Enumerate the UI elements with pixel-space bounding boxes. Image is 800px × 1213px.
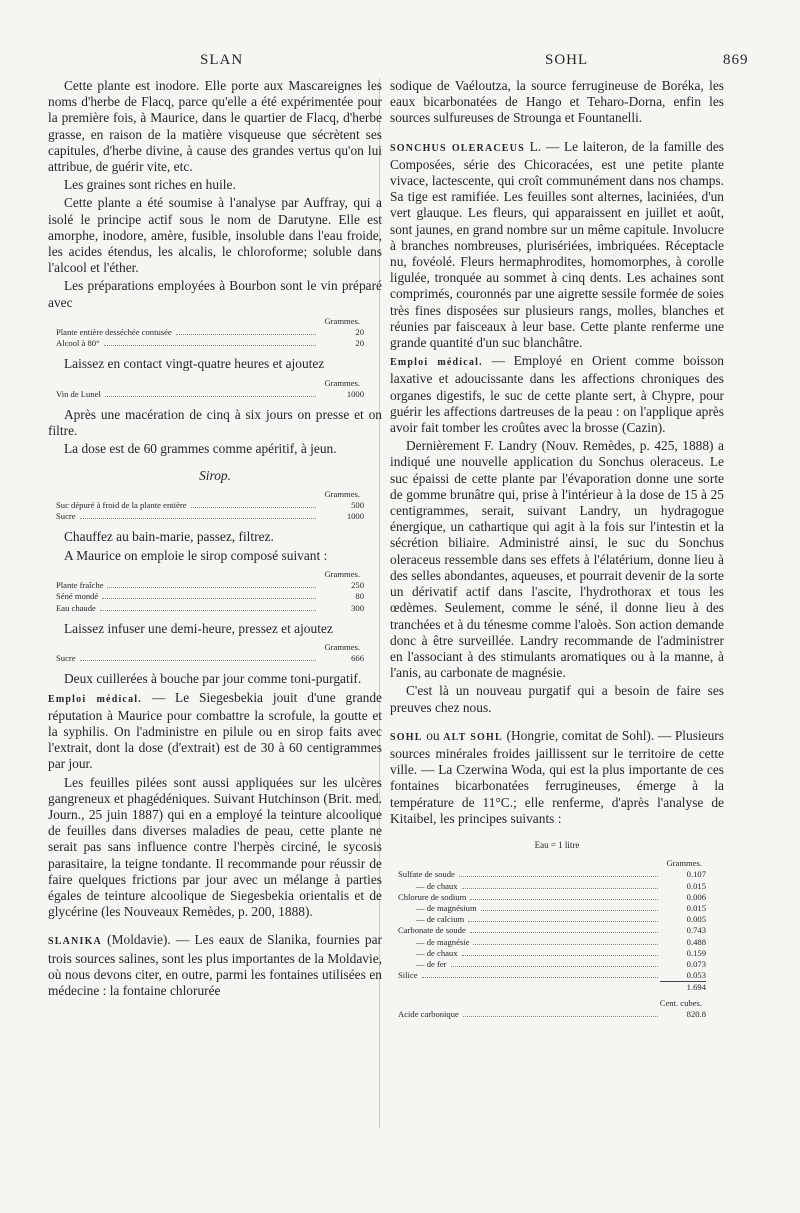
- row-value: 0.005: [686, 914, 706, 925]
- row-label: Carbonate de soude: [398, 925, 466, 936]
- paragraph: Les préparations employées à Bourbon sont le vin préparé avec: [48, 278, 382, 310]
- paragraph-text: — Employé en Orient comme boisson laxative et adoucissante dans les affections chroniques des organes digestifs, le suc de cette plante sert, à Chypre, pour guérir les affections dartreuses de la peau : on l'applique après avoir fait tomber les croûtes avec la brosse (Cazin).: [390, 353, 724, 436]
- row-value: 0.006: [686, 891, 706, 902]
- entry-slanika: [48, 932, 382, 999]
- paragraph-text: (Hongrie, comitat de Sohl). — Plusieurs sources minérales froides jaillissent sur le territoire de cette ville. — La Czerwina Woda, qui est la plus importante de ces fontaines bicarbonatées ferrugineuses, émerge à la température de 11°C.; elle renferme, d'après l'analyse de Kitaibel, les principes suivants :: [390, 727, 724, 826]
- row-label: Alcool à 80°: [56, 338, 100, 349]
- paragraph: Les feuilles pilées sont aussi appliquées sur les ulcères gangreneux et phagédéniques. Suivant Hutchinson (Brit. med. Journ., 25 juin 1887) qui en a employé la teinture alcoolique de feuilles dans diverses maladies de peau, cette plante ne serait pas sans influence contre l'herpès circiné, le sycosis parasitaire, la teigne tondante. Il recommande pour réussir de faire quelques frictions par jour avec un mélange à parties égales de teinture alcoolique de Siegesbekia orientalis et de glycérine (les Nouveaux Remèdes, p. 200, 1888).: [48, 774, 382, 920]
- paragraph: Laissez en contact vingt-quatre heures et ajoutez: [64, 356, 325, 372]
- row-label: Silice: [398, 970, 418, 981]
- paragraph: Les graines sont riches en huile.: [64, 177, 236, 193]
- page-number: 869: [723, 52, 749, 68]
- row-value: 0.488: [686, 936, 706, 947]
- unit-header: Grammes.: [324, 641, 360, 652]
- row-label: Eau chaude: [56, 602, 96, 613]
- row-label: — de magnésie: [416, 936, 470, 947]
- table-row: [398, 903, 724, 914]
- paragraph: Deux cuillerées à bouche par jour comme toni-purgatif.: [64, 671, 362, 687]
- row-label: — de fer: [416, 958, 447, 969]
- recipe-table-lunel: [56, 378, 382, 400]
- recipe-table-wine: [56, 316, 382, 350]
- table-row: [56, 511, 382, 522]
- table-row: [56, 327, 382, 338]
- running-head-left: SLAN: [200, 52, 244, 68]
- table-row: [398, 892, 724, 903]
- row-label: Plante entière desséchée contusée: [56, 327, 172, 338]
- row-label: Séné mondé: [56, 591, 99, 602]
- row-value: 0.073: [686, 958, 706, 969]
- row-value: 0.015: [686, 902, 706, 913]
- entry-head-alt: ALT SOHL: [443, 731, 503, 743]
- left-column: [48, 78, 382, 1001]
- table-row: [56, 603, 382, 614]
- running-head-center: SOHL: [545, 52, 589, 68]
- row-value: 0.053: [686, 970, 706, 981]
- table-row: [398, 970, 724, 981]
- row-value: 80: [355, 591, 364, 602]
- unit-header: Grammes.: [324, 315, 360, 326]
- unit-header: Grammes.: [666, 858, 702, 869]
- table-row: [398, 937, 724, 948]
- table-row: [398, 948, 724, 959]
- table-row: [56, 653, 382, 664]
- paragraph-text: — Le Siegesbekia jouit d'une grande réputation à Maurice pour combattre la scrofule, la goutte et la syphilis. On l'administre en pilule ou en sirop faits avec l'extrait, dont la dose (d'extrait) est de 30 à 60 centigrammes par jour.: [48, 689, 382, 772]
- paragraph: Chauffez au bain-marie, passez, filtrez.: [64, 529, 274, 545]
- row-value: 0.015: [686, 880, 706, 891]
- row-value: 1000: [346, 388, 364, 399]
- row-label: Chlorure de sodium: [398, 891, 467, 902]
- row-label: Sucre: [56, 511, 76, 522]
- paragraph: Après une macération de cinq à six jours on presse et on filtre.: [48, 407, 382, 439]
- row-value: 20: [355, 327, 364, 338]
- paragraph-emploi-medical: [48, 690, 382, 773]
- paragraph: Dernièrement F. Landry (Nouv. Remèdes, p. 425, 1888) a indiqué une nouvelle application du Sonchus oleraceus. Le suc épaissi de cette plante par l'évaporation donne une sorte de gomme brunâtre qui, prise à l'intérieur à la dose de 15 à 25 centigrammes, serait, suivant Landry, un hydragogue énergique, un cathartique qui agit à la fois sur l'intestin et la sécrétion biliaire. Administré ainsi, le suc du Sonchus oleraceus ressemble dans ses effets à l'élatérium, donne lieu à des selles abondantes, aqueuses, et pourrait devenir de la sorte un dérivatif actif dans l'ascite, l'hydrothorax et tous les œdèmes. Seulement, comme le séné, il donne lieu à des tranchées et à du ténesme comme l'aloès. Son action demande donc à être surveillée. Landry recommande de l'administrer en l'associant à des stimulants aromatiques ou à la manne, à l'anis, au carbonate de magnésie.: [390, 438, 724, 681]
- row-label: — de chaux: [416, 880, 458, 891]
- table-row: [398, 869, 724, 880]
- row-value: 300: [351, 602, 364, 613]
- paragraph-emploi-medical: [390, 353, 724, 436]
- paragraph: La dose est de 60 grammes comme apéritif, à jeun.: [64, 441, 337, 457]
- table-row: [398, 925, 724, 936]
- table-row: [56, 500, 382, 511]
- recipe-table-compose: [56, 569, 382, 614]
- row-value: 0.159: [686, 947, 706, 958]
- paragraph: A Maurice on emploie le sirop composé suivant :: [64, 547, 328, 563]
- recipe-table-sucre: [56, 642, 382, 664]
- paragraph: Laissez infuser une demi-heure, pressez et ajoutez: [64, 620, 333, 636]
- table-row: [398, 881, 724, 892]
- row-label: Plante fraîche: [56, 580, 104, 591]
- paragraph-text: (Moldavie). — Les eaux de Slanika, fournies par trois sources salines, sont les plus importantes de la Moldavie, où nous devons citer, en outre, parmi les fontaines utilisées en médecine : la fontaine chlorurée: [48, 932, 382, 998]
- mineral-analysis-table: [398, 858, 724, 1020]
- table-total-row: [398, 982, 724, 993]
- entry-head: SONCHUS OLERACEUS: [390, 142, 525, 154]
- row-label: — de calcium: [416, 914, 465, 925]
- unit-header: Grammes.: [324, 568, 360, 579]
- paragraph-text: L. — Le laiteron, de la famille des Composées, série des Chicoracées, est une petite plante vivace, lactescente, qui croît communément dans nos champs. Sa tige est ramifiée. Les feuilles sont alternes, laciniées, d'un vert glauque. Les fleurs, qui apparaissent en juillet et août, sont jaunes, en grand nombre sur un même capitule. Involucre à branches nombreuses, plurisériées, imbriquées. Réceptacle nu, fovéolé. Fleurs hermaphrodites, homomorphes, à corolle ligulée, tronquée au sommet à cinq dents. Les achaines sont comprimés, couronnés par une aigrette sessile formée de soies très fines disposées sur plusieurs rangs, molles, blanches et réunies par faisceaux à leur base. Cette plante renferme une grande quantité d'un suc blanchâtre.: [390, 138, 725, 351]
- paragraph: Cette plante a été soumise à l'analyse par Auffray, qui a isolé le principe actif sous le nom de Darutyne. Elle est amorphe, inodore, amère, fusible, insoluble dans l'eau froide, les acides étendus, les alcalis, le chloroforme; soluble dans l'alcool et l'éther.: [48, 195, 382, 276]
- recipe-table-sirop: [56, 489, 382, 523]
- row-value: 666: [351, 653, 364, 664]
- table-row: [398, 914, 724, 925]
- row-label: Sulfate de soude: [398, 869, 455, 880]
- entry-conjunction: ou: [426, 727, 440, 743]
- entry-sohl: [390, 728, 724, 827]
- table-row: [56, 591, 382, 602]
- paragraph: sodique de Vaéloutza, la source ferrugineuse de Boréka, les eaux bicarbonatées de Hango et Teharo-Dorna, enfin les sources sulfureuses de Strounga et Fountanelli.: [390, 78, 724, 126]
- row-value: 250: [351, 580, 364, 591]
- row-value: 0.107: [686, 869, 706, 880]
- row-label: — de chaux: [416, 947, 458, 958]
- row-value: 20: [355, 338, 364, 349]
- run-in-head: Emploi médical.: [390, 357, 483, 369]
- row-label: Acide carbonique: [398, 1008, 459, 1019]
- row-value: 820.8: [686, 1008, 706, 1019]
- row-label: Suc dépuré à froid de la plante entière: [56, 500, 187, 511]
- row-value: 500: [351, 500, 364, 511]
- table-row: [56, 389, 382, 400]
- analysis-caption: Eau = 1 litre: [534, 839, 580, 850]
- run-in-head: Emploi médical.: [48, 693, 142, 705]
- section-title-sirop: Sirop.: [199, 467, 231, 483]
- row-label: — de magnésium: [416, 902, 477, 913]
- table-row: [56, 338, 382, 349]
- table-row: [398, 1009, 724, 1020]
- unit-header: Grammes.: [324, 377, 360, 388]
- entry-sonchus: [390, 139, 724, 352]
- entry-head: SOHL: [390, 731, 423, 743]
- paragraph: C'est là un nouveau purgatif qui a besoin de faire ses preuves chez nous.: [390, 683, 724, 715]
- entry-head: SLANIKA: [48, 936, 102, 948]
- total-value: 1.694: [686, 982, 706, 993]
- row-label: Sucre: [56, 653, 76, 664]
- unit-header: Cent. cubes.: [659, 997, 702, 1008]
- row-value: 1000: [346, 511, 364, 522]
- paragraph: Cette plante est inodore. Elle porte aux Mascareignes les noms d'herbe de Flacq, parce qu'elle a été expérimentée pour la première fois, à Maurice, dans le quartier de Flacq, d'herbe grasse, en raison de la matière visqueuse que sécrètent ses capitules, d'herbe divine, à cause des grandes vertus qu'on lui attribue, de guérir vite, etc.: [48, 78, 382, 175]
- right-column: [390, 78, 724, 1027]
- unit-header: Grammes.: [324, 488, 360, 499]
- table-row: [398, 959, 724, 970]
- row-value: 0.743: [686, 925, 706, 936]
- table-row: [56, 580, 382, 591]
- row-label: Vin de Lunel: [56, 388, 101, 399]
